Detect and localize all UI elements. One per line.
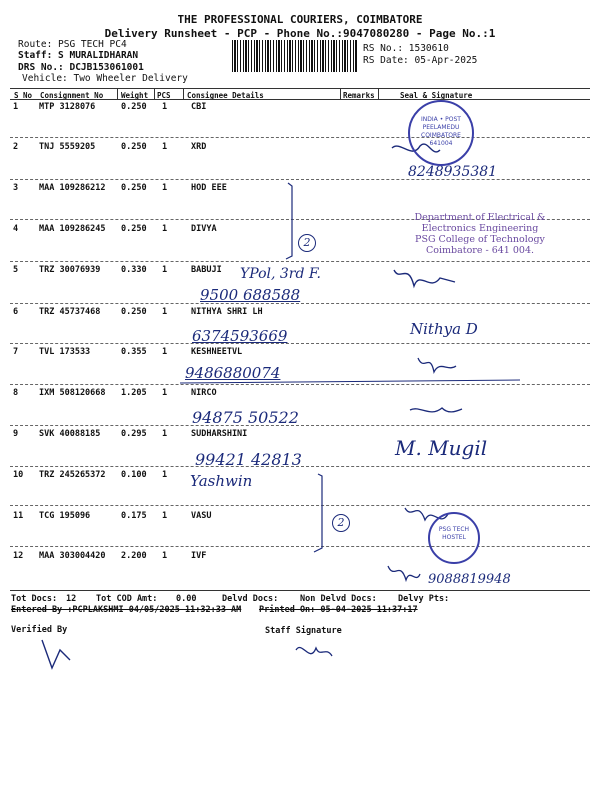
row-rule xyxy=(10,179,590,180)
col-remarks: Remarks xyxy=(343,91,375,100)
table-row-consignment: IXM 508120668 xyxy=(39,388,106,398)
table-row-sno: 2 xyxy=(13,142,19,152)
handwritten-phone: 6374593669 xyxy=(192,327,288,345)
handwritten-phone: 9486880074 xyxy=(185,364,281,382)
table-row-consignment: MAA 109286245 xyxy=(39,224,106,234)
dept-stamp-line: PSG College of Technology xyxy=(415,234,545,245)
handwritten-signature: M. Mugil xyxy=(395,436,488,460)
handwritten-phone: 9088819948 xyxy=(428,572,511,587)
table-row-consignment: SVK 40088185 xyxy=(39,429,101,439)
table-row-pcs: 1 xyxy=(162,265,168,275)
table-row-consignee: NITHYA SHRI LH xyxy=(191,307,263,317)
table-row-consignee: BABUJI xyxy=(191,265,222,275)
handwritten-address: YPol, 3rd F. xyxy=(240,266,321,282)
row-rule xyxy=(10,261,590,262)
table-row-sno: 10 xyxy=(13,470,24,480)
dept-stamp-line: Electronics Engineering xyxy=(421,223,539,234)
table-row-weight: 0.100 xyxy=(121,470,147,480)
table-row-consignee: NIRCO xyxy=(191,388,217,398)
tot-cod-label: Tot COD Amt: xyxy=(96,594,158,604)
delvy-pts: Delvy Pts: xyxy=(398,594,450,604)
hostel-seal xyxy=(428,512,480,564)
table-row-consignee: XRD xyxy=(191,142,207,152)
non-delvd-docs: Non Delvd Docs: xyxy=(300,594,377,604)
table-row-sno: 3 xyxy=(13,183,19,193)
table-row-sno: 6 xyxy=(13,307,19,317)
col-divider xyxy=(117,88,118,99)
tot-docs-label: Tot Docs: xyxy=(11,594,58,604)
col-weight: Weight xyxy=(121,91,149,100)
table-row-consignment: TCG 195096 xyxy=(39,511,91,521)
table-row-pcs: 1 xyxy=(162,470,168,480)
table-row-consignment: TRZ 45737468 xyxy=(39,307,101,317)
table-row-weight: 0.250 xyxy=(121,142,147,152)
table-row-consignment: TVL 173533 xyxy=(39,347,91,357)
table-row-consignment: TRZ 30076939 xyxy=(39,265,101,275)
table-row-consignment: MTP 3128076 xyxy=(39,102,96,112)
rs-number: RS No.: 1530610 xyxy=(363,43,449,54)
company-title: THE PROFESSIONAL COURIERS, COIMBATORE xyxy=(177,13,423,26)
table-row-weight: 0.250 xyxy=(121,307,147,317)
table-row-weight: 0.250 xyxy=(121,183,147,193)
dept-stamp-line: Department of Electrical & xyxy=(414,212,546,223)
col-divider xyxy=(183,88,184,99)
table-row-sno: 1 xyxy=(13,102,19,112)
table-row-sno: 9 xyxy=(13,429,19,439)
table-row-weight: 0.355 xyxy=(121,347,147,357)
table-row-sno: 4 xyxy=(13,224,19,234)
entered-by: Entered By :PCPLAKSHMI 04/05/2025 11:32:33 AM xyxy=(11,605,242,615)
table-row-sno: 12 xyxy=(13,551,24,561)
row-rule xyxy=(10,384,590,385)
footer-rule xyxy=(10,590,590,591)
table-row-weight: 0.250 xyxy=(121,102,147,112)
verified-by-label: Verified By xyxy=(11,625,68,635)
table-row-pcs: 1 xyxy=(162,429,168,439)
printed-on: Printed On: 05-04-2025 11:37:17 xyxy=(259,605,418,615)
table-row-consignee-handwritten: Yashwin xyxy=(190,472,253,490)
table-row-pcs: 1 xyxy=(162,142,168,152)
handwritten-phone: 94875 50522 xyxy=(192,408,299,427)
row-rule xyxy=(10,343,590,344)
table-row-consignment: MAA 109286212 xyxy=(39,183,106,193)
col-divider xyxy=(340,88,341,99)
row-rule xyxy=(10,505,590,506)
table-row-sno: 11 xyxy=(13,511,24,521)
table-row-consignment: TRZ 245265372 xyxy=(39,470,106,480)
handwritten-phone: 8248935381 xyxy=(408,164,498,180)
seal-text: PSG TECH HOSTEL xyxy=(438,526,470,541)
table-row-weight: 2.200 xyxy=(121,551,147,561)
table-row-consignee: DIVYA xyxy=(191,224,217,234)
dept-stamp-line: Coimbatore - 641 004. xyxy=(425,245,535,256)
circled-number: 2 xyxy=(332,514,350,532)
table-row-weight: 0.330 xyxy=(121,265,147,275)
table-row-sno: 8 xyxy=(13,388,19,398)
drs-number: DRS No.: DCJB153061001 xyxy=(18,62,144,73)
col-sno: S No xyxy=(14,91,33,100)
handwritten-signature: Nithya D xyxy=(410,320,478,338)
table-row-pcs: 1 xyxy=(162,551,168,561)
table-row-consignee: KESHNEETVL xyxy=(191,347,243,357)
col-seal: Seal & Signature xyxy=(400,91,473,100)
table-row-pcs: 1 xyxy=(162,347,168,357)
row-rule xyxy=(10,137,590,138)
col-consignee: Consignee Details xyxy=(187,91,264,100)
table-row-pcs: 1 xyxy=(162,511,168,521)
table-row-pcs: 1 xyxy=(162,183,168,193)
table-top-rule xyxy=(10,88,590,89)
table-row-weight: 1.205 xyxy=(121,388,147,398)
table-row-consignment: MAA 303004420 xyxy=(39,551,106,561)
delvd-docs: Delvd Docs: xyxy=(222,594,279,604)
handwritten-phone: 9500 688588 xyxy=(200,286,301,304)
table-row-sno: 7 xyxy=(13,347,19,357)
table-row-consignee: VASU xyxy=(191,511,212,521)
table-row-weight: 0.175 xyxy=(121,511,147,521)
staff: Staff: S MURALIDHARAN xyxy=(18,50,139,61)
post-office-seal xyxy=(408,100,474,166)
tot-docs-value: 12 xyxy=(66,594,77,604)
table-row-pcs: 1 xyxy=(162,307,168,317)
table-row-weight: 0.250 xyxy=(121,224,147,234)
table-row-consignee: HOD EEE xyxy=(191,183,227,193)
tot-cod-value: 0.00 xyxy=(176,594,197,604)
row-rule xyxy=(10,425,590,426)
col-pcs: PCS xyxy=(157,91,171,100)
department-stamp xyxy=(405,212,555,256)
handwritten-phone: 99421 42813 xyxy=(195,450,302,469)
barcode xyxy=(232,40,357,72)
table-row-consignee: IVF xyxy=(191,551,207,561)
rs-date: RS Date: 05-Apr-2025 xyxy=(363,55,478,66)
table-header-rule xyxy=(10,99,590,100)
table-row-pcs: 1 xyxy=(162,224,168,234)
table-row-consignee: CBI xyxy=(191,102,207,112)
route: Route: PSG TECH PC4 xyxy=(18,39,127,50)
col-divider xyxy=(154,88,155,99)
table-row-pcs: 1 xyxy=(162,388,168,398)
vehicle: Vehicle: Two Wheeler Delivery xyxy=(22,73,188,84)
seal-text: INDIA • POST PEELAMEDU COIMBATORE 641004 xyxy=(421,116,461,147)
table-row-weight: 0.295 xyxy=(121,429,147,439)
staff-signature-label: Staff Signature xyxy=(265,626,342,636)
row-rule xyxy=(10,546,590,547)
table-row-pcs: 1 xyxy=(162,102,168,112)
col-consignment: Consignment No xyxy=(40,91,104,100)
table-row-consignee: SUDHARSHINI xyxy=(191,429,248,439)
runsheet-subtitle: Delivery Runsheet - PCP - Phone No.:9047080280 - Page No.:1 xyxy=(104,27,496,40)
circled-number: 2 xyxy=(298,234,316,252)
table-row-consignment: TNJ 5559205 xyxy=(39,142,96,152)
table-row-sno: 5 xyxy=(13,265,19,275)
col-divider xyxy=(378,88,379,99)
